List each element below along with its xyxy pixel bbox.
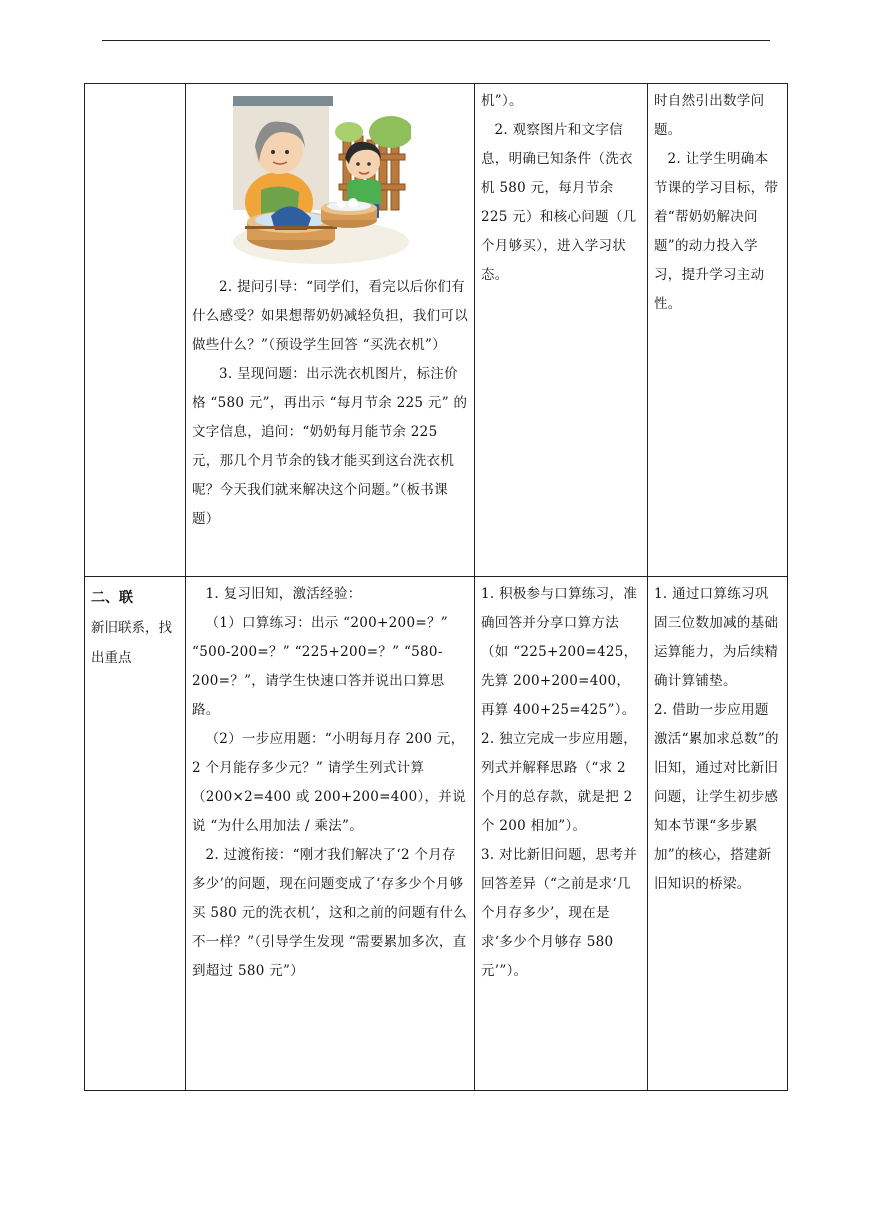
stage-cell	[85, 577, 186, 1091]
teacher-step-2: 2. 提问引导：“同学们，看完以后你们有什么感受？如果想帮奶奶减轻负担，我们可以做些什么？”（预设学生回答 “买洗衣机”）	[192, 279, 468, 353]
intent-step-1: 1. 通过口算练习巩固三位数加减的基础运算能力，为后续精确计算铺垫。	[654, 586, 779, 689]
teacher-activity-cell	[186, 577, 475, 1091]
teacher-step-1a: （1）口算练习：出示 “200+200=？” “500-200=？” “225+200=？” “580-200=？”，请学生快速口答并说出口算思路。	[192, 615, 448, 718]
student-step-2: 2. 独立完成一步应用题，列式并解释思路（“求 2 个月的总存款，就是把 2 个 200 相加”）。	[481, 731, 638, 834]
student-activity-cell	[475, 577, 648, 1091]
student-activity-cell	[475, 84, 648, 577]
teacher-step-2: 2. 过渡衔接：“刚才我们解决了‘2 个月存多少’的问题，现在问题变成了‘存多少个月够买 580 元的洗衣机’，这和之前的问题有什么不一样？”（引导学生发现 “需要累加多次，直到超过 580 元”）	[192, 847, 468, 979]
student-text-continued: 机”）。	[481, 93, 523, 109]
stage-subtitle: 新旧联系，找出重点	[91, 620, 172, 666]
table-row	[85, 577, 788, 1091]
teacher-step-1b: （2）一步应用题：“小明每月存 200 元，2 个月能存多少元？” 请学生列式计算（200×2=400 或 200+200=400），并说说 “为什么用加法 / 乘法”。	[192, 731, 466, 834]
intent-step-2: 2. 借助一步应用题激活“累加求总数”的旧知，通过对比新旧问题，让学生初步感知本节课“多步累加”的核心，搭建新旧知识的桥梁。	[654, 702, 779, 892]
lesson-plan-table	[84, 83, 788, 1091]
design-intent-cell	[648, 577, 788, 1091]
stage-title: 二、联	[91, 590, 133, 606]
intent-text-continued: 时自然引出数学问题。	[654, 93, 765, 138]
grandma-washing-illustration	[231, 92, 411, 267]
student-step-2: 2. 观察图片和文字信息，明确已知条件（洗衣机 580 元，每月节余 225 元）和核心问题（几个月够买），进入学习状态。	[481, 122, 637, 283]
student-step-1: 1. 积极参与口算练习，准确回答并分享口算方法（如 “225+200=425，先算 200+200=400，再算 400+25=425”）。	[481, 586, 638, 718]
student-step-3: 3. 对比新旧问题，思考并回答差异（“之前是求‘几个月存多少’，现在是求‘多少个月够存 580 元’”）。	[481, 847, 638, 979]
teacher-activity-cell	[186, 84, 475, 577]
teacher-step-3: 3. 呈现问题：出示洗衣机图片，标注价格 “580 元”，再出示 “每月节余 225 元” 的文字信息，追问：“奶奶每月能节余 225 元，那几个月节余的钱才能买到这台洗衣机呢？今天我们就来解决这个问题。”（板书课题）	[192, 366, 468, 527]
stage-cell	[85, 84, 186, 577]
teacher-step-1: 1. 复习旧知，激活经验：	[205, 586, 362, 602]
header-rule	[102, 40, 770, 41]
table-row	[85, 84, 788, 577]
design-intent-cell	[648, 84, 788, 577]
intent-step-2: 2. 让学生明确本节课的学习目标，带着“帮奶奶解决问题”的动力投入学习，提升学习主动性。	[654, 151, 779, 312]
